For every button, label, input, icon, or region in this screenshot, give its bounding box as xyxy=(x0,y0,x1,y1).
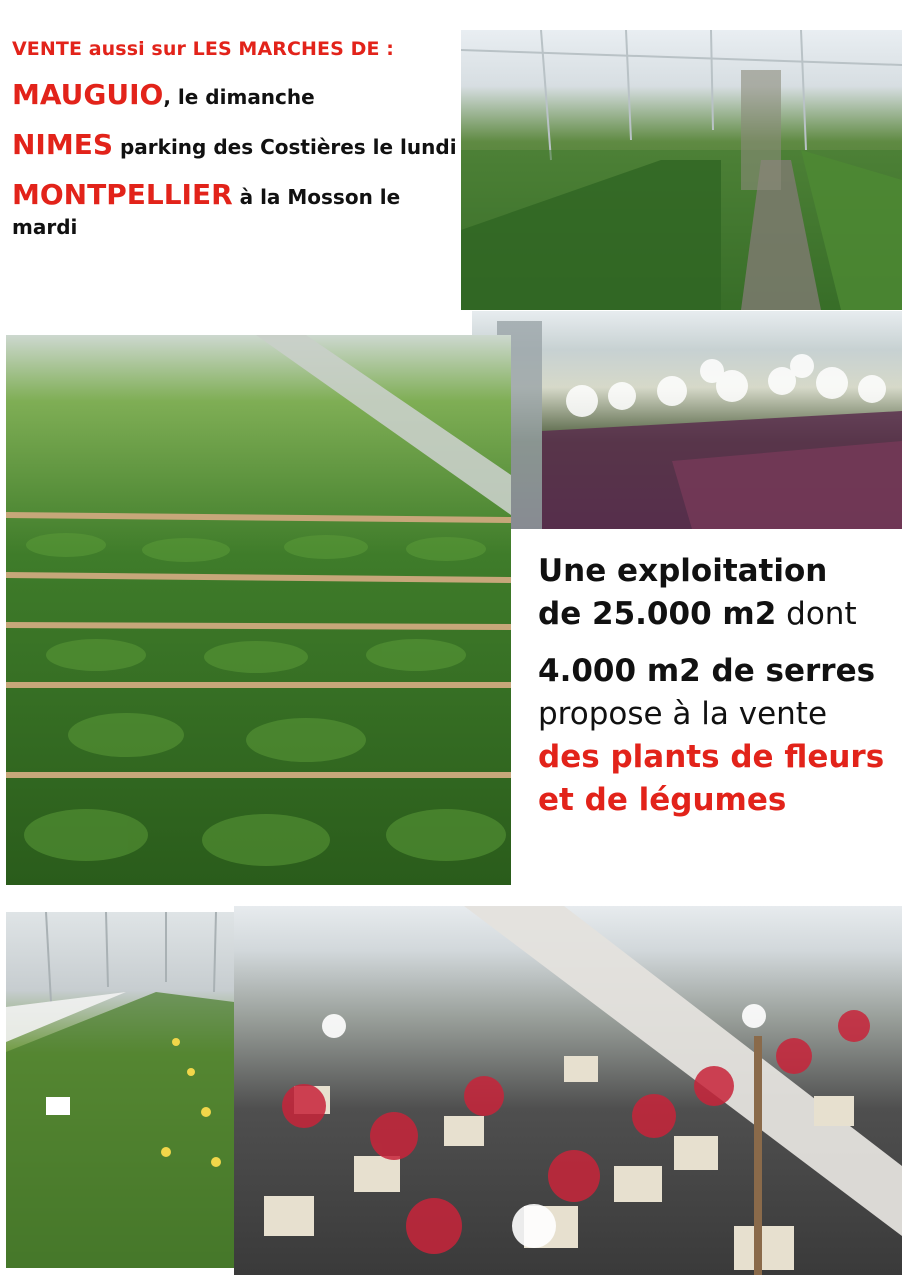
greenhouse-photo xyxy=(461,30,902,310)
market-line-montpellier xyxy=(12,180,457,242)
description-greenhouse-area: 4.000 m2 de serres xyxy=(538,653,876,689)
seedlings-photo-image xyxy=(6,335,511,885)
seedlings-photo xyxy=(6,335,511,885)
greenhouse-photo-image xyxy=(461,30,902,310)
flowers-photo xyxy=(472,311,902,529)
farm-description xyxy=(538,550,898,822)
hanging-baskets-photo-image xyxy=(234,906,902,1275)
description-line-1: Une exploitation xyxy=(538,553,828,589)
hanging-baskets-photo xyxy=(234,906,902,1275)
greenhouse-aisle-photo xyxy=(6,912,234,1268)
market-city: NIMES xyxy=(12,128,114,161)
market-city: MONTPELLIER xyxy=(12,178,233,211)
market-city: MAUGUIO xyxy=(12,78,164,111)
market-day: parking des Costières le lundi xyxy=(113,135,457,159)
description-highlight-1: des plants de fleurs xyxy=(538,739,885,775)
markets-block xyxy=(12,38,457,260)
description-line-2 xyxy=(538,593,898,636)
description-dont: dont xyxy=(776,596,857,632)
description-area: de 25.000 m2 xyxy=(538,596,777,632)
markets-intro: VENTE aussi sur LES MARCHES DE : xyxy=(12,38,394,60)
description-highlight-2: et de légumes xyxy=(538,782,787,818)
market-line-nimes xyxy=(12,130,457,162)
market-line-mauguio xyxy=(12,80,457,112)
greenhouse-aisle-photo-image xyxy=(6,912,234,1268)
description-line-4: propose à la vente xyxy=(538,696,828,732)
market-day: , le dimanche xyxy=(163,85,315,109)
flowers-photo-image xyxy=(472,311,902,529)
market-day: à la Mosson le mardi xyxy=(12,185,401,239)
